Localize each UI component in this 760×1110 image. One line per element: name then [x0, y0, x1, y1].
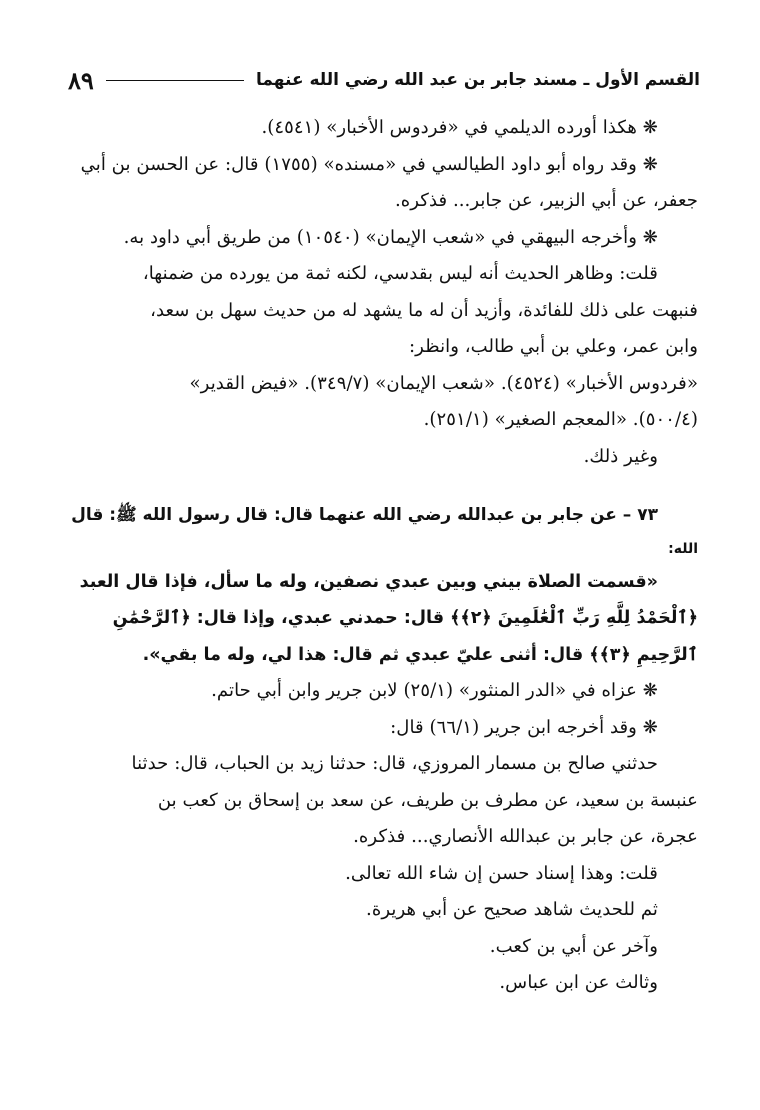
text-line: وغير ذلك.: [583, 445, 658, 467]
paragraph-gap: [62, 475, 698, 497]
text-line: قلت: وهذا إسناد حسن إن شاء الله تعالى.: [345, 862, 658, 884]
text-line: وابن عمر، وعلي بن أبي طالب، وانظر:: [409, 336, 698, 357]
text-line: ❋ وقد أخرجه ابن جرير (٦٦/١) قال:: [390, 716, 658, 738]
hadith-text: «قسمت الصلاة بيني وبين عبدي نصفين، وله ما سأل، فإذا قال العبد: [79, 571, 658, 592]
text-line: ❋ عزاه في «الدر المنثور» (٢٥/١) لابن جرير وابن أبي حاتم.: [211, 680, 658, 701]
hadith-heading-cont: الله:: [668, 540, 698, 557]
text-line: وآخر عن أبي بن كعب.: [489, 935, 658, 957]
text-line: ثم للحديث شاهد صحيح عن أبي هريرة.: [366, 899, 658, 920]
text-line: عجرة، عن جابر بن عبدالله الأنصاري... فذكره.: [353, 826, 698, 847]
text-line: وثالث عن ابن عباس.: [499, 972, 658, 993]
header-title: القسم الأول ـ مسند جابر بن عبد الله رضي الله عنهما: [256, 70, 700, 90]
page-body: [62, 110, 698, 1002]
text-line: حدثني صالح بن مسمار المروزي، قال: حدثنا زيد بن الحباب، قال: حدثنا: [131, 753, 658, 774]
text-line: ❋ هكذا أورده الديلمي في «فردوس الأخبار» (٤٥٤١).: [261, 117, 658, 138]
page-number: ٨٩: [68, 65, 94, 95]
hadith-text: ﴿ٱلْحَمْدُ لِلَّهِ رَبِّ ٱلْعَٰلَمِينَ ﴿٢﴾﴾ قال: حمدني عبدي، وإذا قال: ﴿ٱلرَّحْمَٰنِ: [112, 608, 698, 628]
header-rule: [106, 80, 244, 81]
hadith-heading: ٧٣ – عن جابر بن عبدالله رضي الله عنهما قال: قال رسول الله ﷺ: قال: [71, 505, 658, 525]
text-line: ❋ وقد رواه أبو داود الطيالسي في «مسنده» (١٧٥٥) قال: عن الحسن بن أبي: [80, 153, 658, 175]
text-line: فنبهت على ذلك للفائدة، وأزيد أن له ما يشهد له من حديث سهل بن سعد،: [150, 299, 698, 321]
running-header: [68, 60, 700, 100]
text-line: قلت: وظاهر الحديث أنه ليس بقدسي، لكنه ثمة من يورده من ضمنها،: [142, 263, 658, 284]
text-line: ❋ وأخرجه البيهقي في «شعب الإيمان» (١٠٥٤٠) من طريق أبي داود به.: [123, 226, 658, 248]
text-line: «فردوس الأخبار» (٤٥٢٤). «شعب الإيمان» (٣٤٩/٧). «فيض القدير»: [189, 372, 698, 394]
text-line: جعفر، عن أبي الزبير، عن جابر... فذكره.: [394, 190, 698, 211]
hadith-text: ٱلرَّحِيمِ ﴿٣﴾﴾ قال: أثنى عليّ عبدي ثم قال: هذا لي، وله ما بقي».: [142, 644, 698, 665]
text-line: (٥٠٠/٤). «المعجم الصغير» (٢٥١/١).: [423, 409, 698, 430]
text-line: عنبسة بن سعيد، عن مطرف بن طريف، عن سعد بن إسحاق بن كعب بن: [157, 789, 698, 811]
